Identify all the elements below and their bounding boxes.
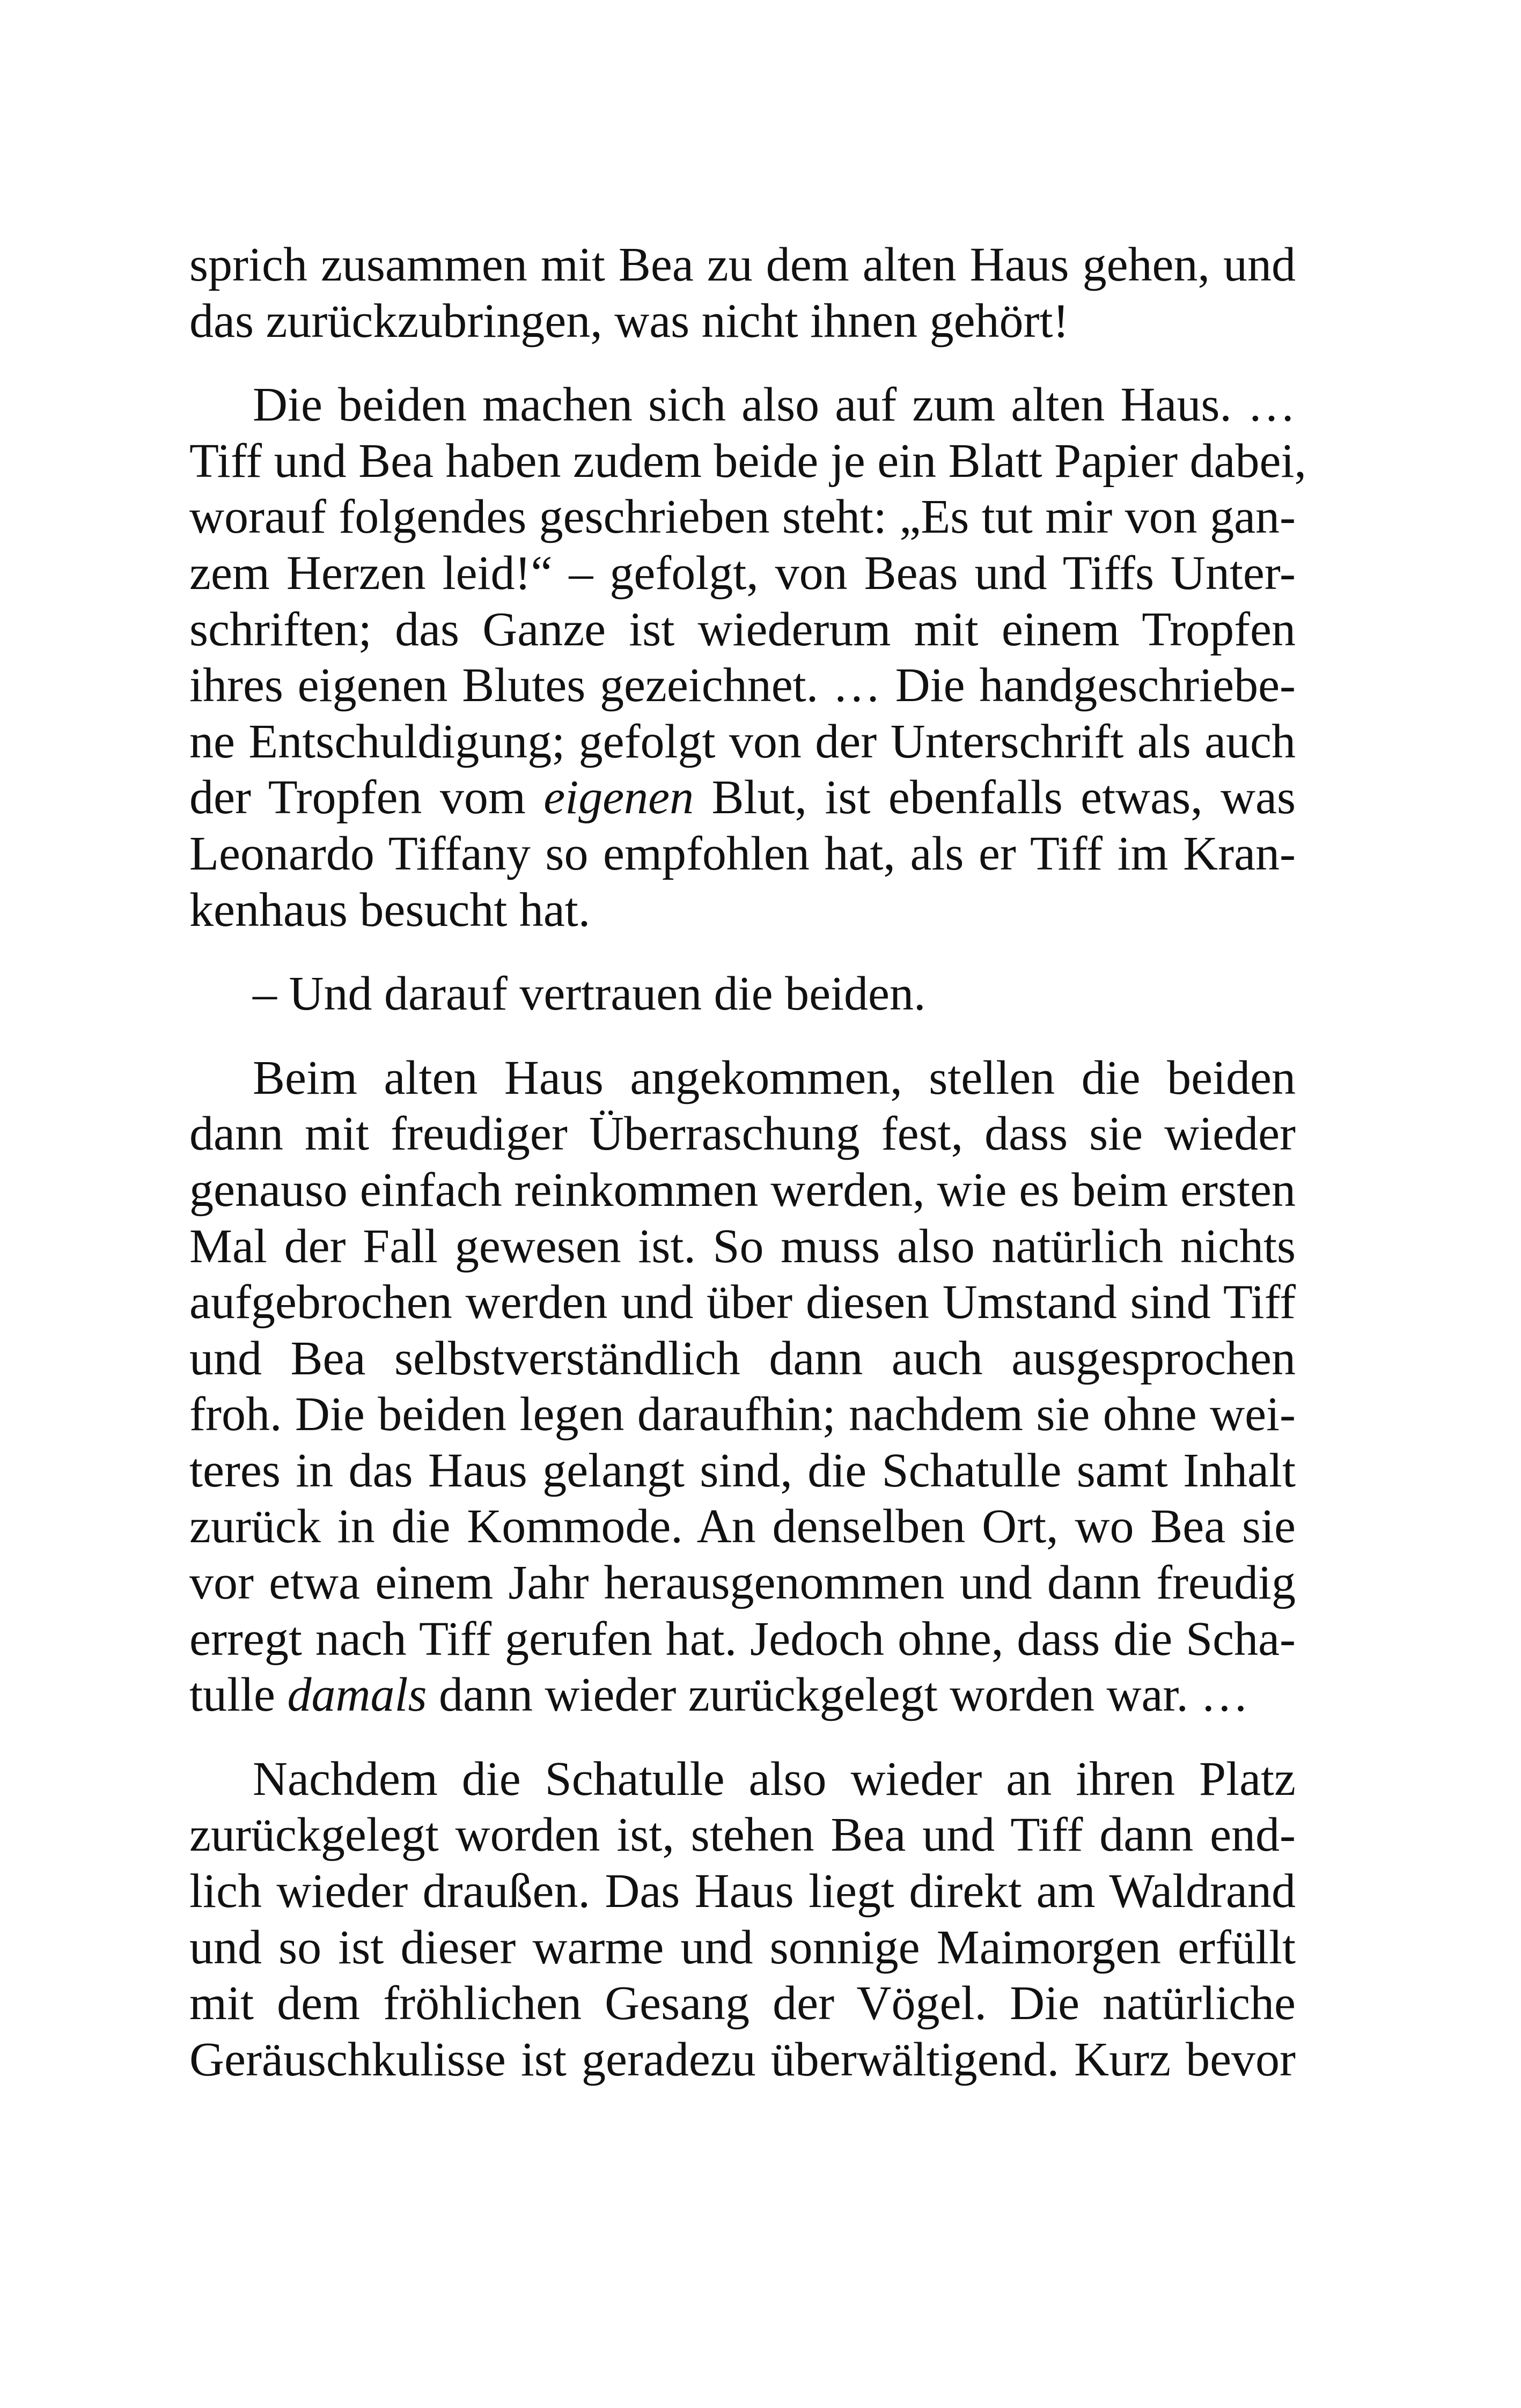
text-line: Geräuschkulisse ist geradezu überwältigend. Kurz bevor <box>189 2033 1296 2086</box>
emphasis: damals <box>287 1668 427 1722</box>
text-line: lich wieder draußen. Das Haus liegt direkt am Waldrand <box>189 1865 1296 1918</box>
text-line: tulle damals dann wieder zurückgelegt worden war. … <box>189 1668 1249 1722</box>
text-line: und Bea selbstverständlich dann auch ausgesprochen <box>189 1331 1296 1385</box>
text-line: froh. Die beiden legen daraufhin; nachdem sie ohne wei- <box>189 1388 1296 1441</box>
text-line: Leonardo Tiffany so empfohlen hat, als er Tiff im Kran- <box>189 827 1296 880</box>
text-line: schriften; das Ganze ist wiederum mit einem Tropfen <box>189 602 1296 656</box>
text-line: Beim alten Haus angekommen, stellen die beiden <box>253 1051 1296 1104</box>
text-line: sprich zusammen mit Bea zu dem alten Haus gehen, und <box>189 238 1296 291</box>
text-line: Tiff und Bea haben zudem beide je ein Blatt Papier dabei, <box>189 434 1306 488</box>
paragraph <box>189 1050 1296 1724</box>
text-line: Nachdem die Schatulle also wieder an ihren Platz <box>253 1752 1296 1806</box>
emphasis: eigenen <box>543 771 694 824</box>
paragraph <box>189 377 1306 938</box>
text-line: mit dem fröhlichen Gesang der Vögel. Die natürliche <box>189 1977 1296 2030</box>
text-line: genauso einfach reinkommen werden, wie es beim ersten <box>189 1163 1296 1217</box>
text-line: zurück in die Kommode. An denselben Ort, wo Bea sie <box>189 1500 1296 1553</box>
body-text <box>189 237 1306 2088</box>
text-line: vor etwa einem Jahr herausgenommen und dann freudig <box>189 1556 1296 1610</box>
text-line: aufgebrochen werden und über diesen Umstand sind Tiff <box>189 1276 1296 1329</box>
text-line: zurückgelegt worden ist, stehen Bea und Tiff dann end- <box>189 1808 1296 1862</box>
text-line: ne Entschuldigung; gefolgt von der Unterschrift als auch <box>189 715 1296 768</box>
text-line: zem Herzen leid!“ – gefolgt, von Beas und Tiffs Unter- <box>189 546 1296 600</box>
text-line: Die beiden machen sich also auf zum alten Haus. … <box>253 378 1296 432</box>
text-line: worauf folgendes geschrieben steht: „Es tut mir von gan- <box>189 490 1296 544</box>
paragraph <box>189 966 1296 1022</box>
text-line: erregt nach Tiff gerufen hat. Jedoch ohne, dass die Scha- <box>189 1612 1296 1666</box>
text-line: dann mit freudiger Überraschung fest, dass sie wieder <box>189 1107 1296 1161</box>
text-line: ihres eigenen Blutes gezeichnet. … Die handgeschriebe- <box>189 659 1296 712</box>
paragraph <box>189 1751 1296 2088</box>
paragraph <box>189 237 1296 349</box>
text-line: Mal der Fall gewesen ist. So muss also natürlich nichts <box>189 1219 1296 1273</box>
text-line: das zurückzubringen, was nicht ihnen gehört! <box>189 294 1069 348</box>
text-line: – Und darauf vertrauen die beiden. <box>253 967 926 1021</box>
text-line: der Tropfen vom eigenen Blut, ist ebenfalls etwas, was <box>189 771 1296 824</box>
text-line: teres in das Haus gelangt sind, die Schatulle samt Inhalt <box>189 1444 1296 1497</box>
text-line: kenhaus besucht hat. <box>189 883 591 937</box>
text-line: und so ist dieser warme und sonnige Maimorgen erfüllt <box>189 1920 1296 1974</box>
